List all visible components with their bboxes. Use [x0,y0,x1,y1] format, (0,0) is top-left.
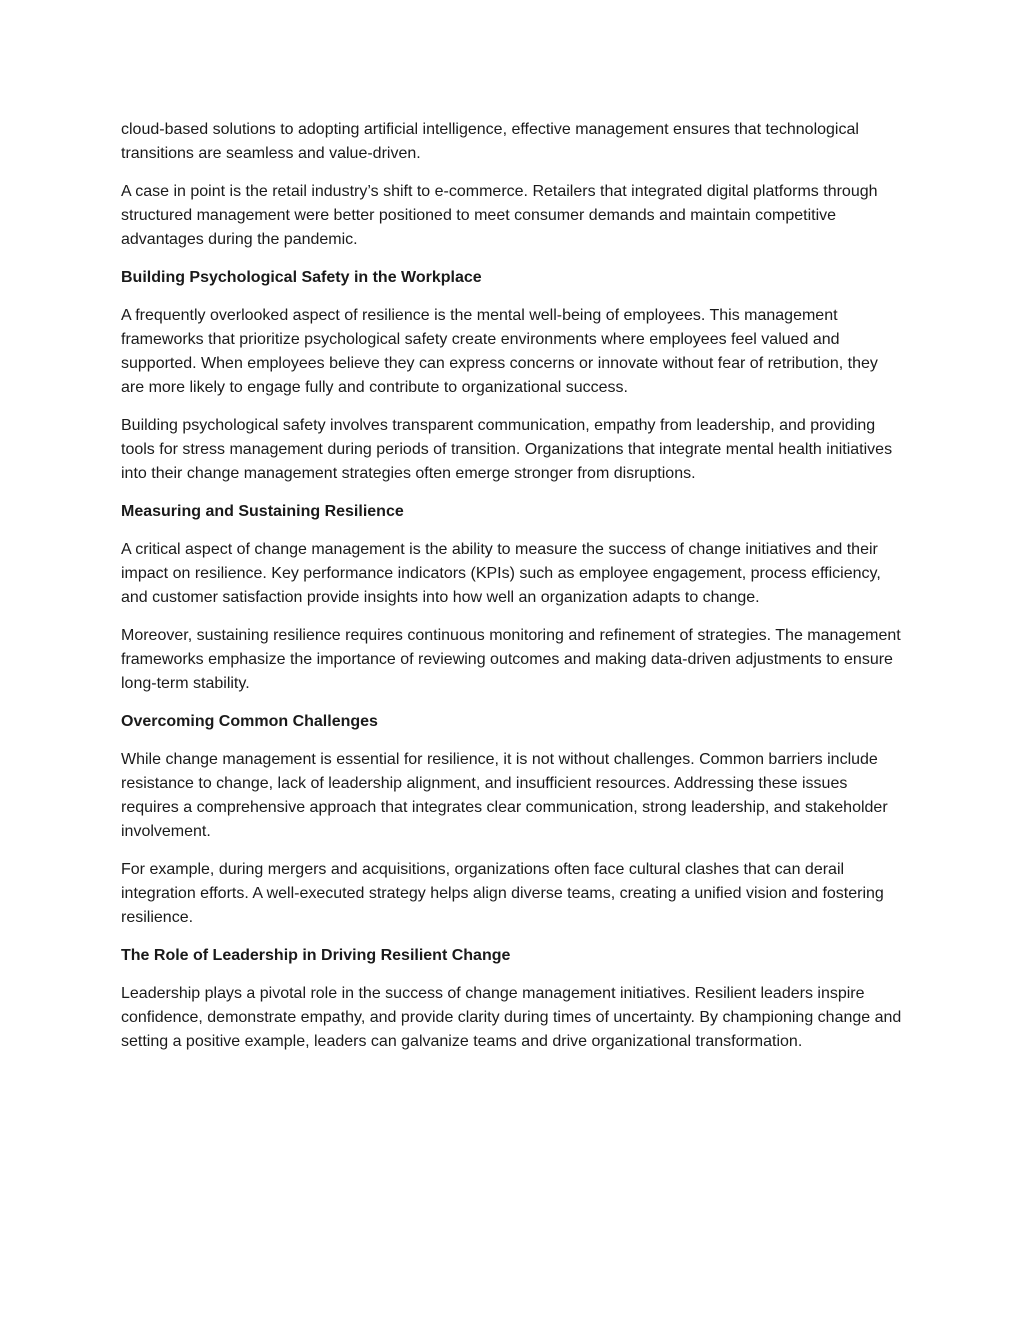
paragraph-kpis: A critical aspect of change management is the ability to measure the success of change initiatives and their impact on resilience. Key performance indicators (KPIs) such as employee engagement, process efficiency, and customer satisfaction provide insights into how well an organization adapts to change. [121,541,881,606]
paragraph-leadership: Leadership plays a pivotal role in the success of change management initiatives. Resilient leaders inspire confidence, demonstrate empathy, and provide clarity during times of uncertainty. By championing change and setting a positive example, leaders can galvanize teams and drive organizational transformation. [121,985,902,1050]
paragraph-building-safety: Building psychological safety involves transparent communication, empathy from leadership, and providing tools for stress management during periods of transition. Organizations that integrate mental health initiatives into their change management strategies often emerge stronger from disruptions. [121,417,893,482]
heading-measuring-resilience: Measuring and Sustaining Resilience [121,503,404,520]
paragraph-sustaining: Moreover, sustaining resilience requires continuous monitoring and refinement of strategies. The management frameworks emphasize the importance of reviewing outcomes and making data-driven adjustments to ensure long-term stability. [121,627,901,692]
paragraph-retail-case: A case in point is the retail industry’s shift to e-commerce. Retailers that integrated digital platforms through structured management were better positioned to meet consumer demands and maintain competitive advantages during the pandemic. [121,183,878,248]
document-page [121,118,903,1068]
heading-common-challenges: Overcoming Common Challenges [121,713,378,730]
paragraph-cloud-solutions: cloud-based solutions to adopting artificial intelligence, effective management ensures that technological transitions are seamless and value-driven. [121,121,859,162]
heading-psychological-safety: Building Psychological Safety in the Workplace [121,269,482,286]
paragraph-mergers: For example, during mergers and acquisitions, organizations often face cultural clashes that can derail integration efforts. A well-executed strategy helps align diverse teams, creating a unified vision and fostering resilience. [121,861,884,926]
heading-role-of-leadership: The Role of Leadership in Driving Resilient Change [121,947,511,964]
paragraph-barriers: While change management is essential for resilience, it is not without challenges. Common barriers include resistance to change, lack of leadership alignment, and insufficient resources. Addressing these issues requires a comprehensive approach that integrates clear communication, strong leadership, and stakeholder involvement. [121,751,888,840]
paragraph-mental-wellbeing: A frequently overlooked aspect of resilience is the mental well-being of employees. This management frameworks that prioritize psychological safety create environments where employees feel valued and supported. When employees believe they can express concerns or innovate without fear of retribution, they are more likely to engage fully and contribute to organizational success. [121,307,878,396]
